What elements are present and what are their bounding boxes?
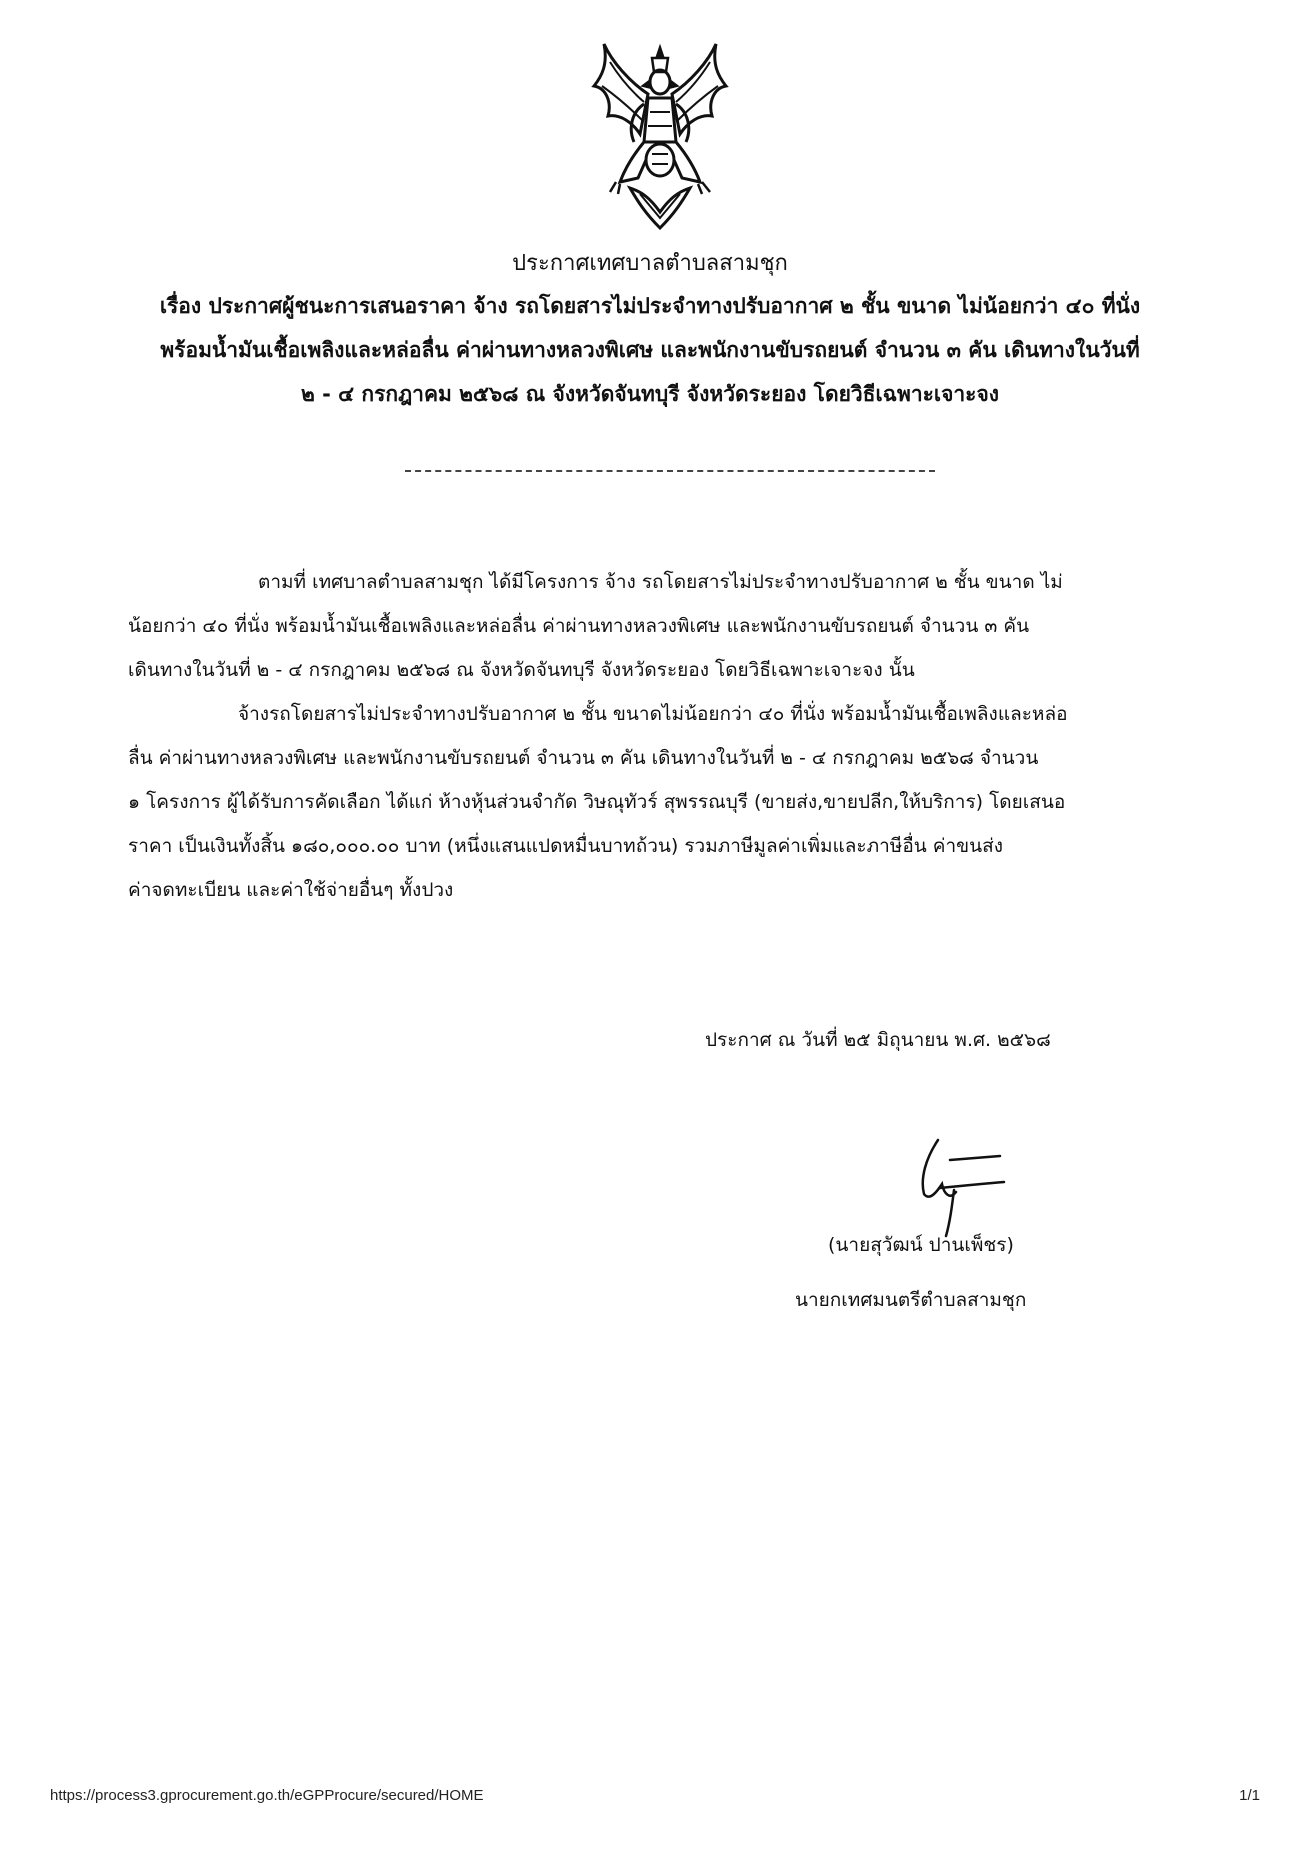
- separator-dashed-line: [405, 470, 935, 472]
- paragraph-line: ๑ โครงการ ผู้ได้รับการคัดเลือก ได้แก่ ห้างหุ้นส่วนจำกัด วิษณุทัวร์ สุพรรณบุรี (ขายส่ง,ขายปลีก,ให้บริการ) โดยเสนอ: [128, 791, 1066, 813]
- paragraph-2: [128, 692, 1198, 912]
- title-block: [120, 244, 1180, 416]
- paragraph-line: ตามที่ เทศบาลตำบลสามชุก ได้มีโครงการ จ้าง รถโดยสารไม่ประจำทางปรับอากาศ ๒ ชั้น ขนาด ไม่: [258, 571, 1063, 593]
- announcement-title: ประกาศเทศบาลตำบลสามชุก: [512, 251, 788, 276]
- footer-page-number: 1/1: [1239, 1787, 1260, 1804]
- paragraph-line: ลื่น ค่าผ่านทางหลวงพิเศษ และพนักงานขับรถยนต์ จำนวน ๓ คัน เดินทางในวันที่ ๒ - ๔ กรกฎาคม ๒๕๖๘ จำนวน: [128, 747, 1039, 769]
- footer-url: https://process3.gprocurement.go.th/eGPProcure/secured/HOME: [50, 1787, 484, 1804]
- paragraph-line: ราคา เป็นเงินทั้งสิ้น ๑๘๐,๐๐๐.๐๐ บาท (หนึ่งแสนแปดหมื่นบาทถ้วน) รวมภาษีมูลค่าเพิ่มและภาษีอื่น ค่าขนส่ง: [128, 835, 1004, 857]
- paragraph-line: จ้างรถโดยสารไม่ประจำทางปรับอากาศ ๒ ชั้น ขนาดไม่น้อยกว่า ๔๐ ที่นั่ง พร้อมน้ำมันเชื้อเพลิงและหล่อ: [238, 703, 1068, 725]
- garuda-emblem-icon: [590, 42, 730, 232]
- paragraph-line: เดินทางในวันที่ ๒ - ๔ กรกฎาคม ๒๕๖๘ ณ จังหวัดจันทบุรี จังหวัดระยอง โดยวิธีเฉพาะเจาะจง นั้น: [128, 659, 915, 681]
- subject-line: ๒ - ๔ กรกฎาคม ๒๕๖๘ ณ จังหวัดจันทบุรี จังหวัดระยอง โดยวิธีเฉพาะเจาะจง: [300, 382, 1000, 406]
- announcement-date: ประกาศ ณ วันที่ ๒๕ มิถุนายน พ.ศ. ๒๕๖๘: [705, 1029, 1051, 1051]
- signer-position: นายกเทศมนตรีตำบลสามชุก: [795, 1289, 1027, 1311]
- paragraph-1: [128, 560, 1198, 692]
- paragraph-line: ค่าจดทะเบียน และค่าใช้จ่ายอื่นๆ ทั้งปวง: [128, 879, 454, 901]
- paragraph-line: น้อยกว่า ๔๐ ที่นั่ง พร้อมน้ำมันเชื้อเพลิงและหล่อลื่น ค่าผ่านทางหลวงพิเศษ และพนักงานขับรถยนต์ จำนวน ๓ คัน: [128, 615, 1030, 637]
- subject-line: พร้อมน้ำมันเชื้อเพลิงและหล่อลื่น ค่าผ่านทางหลวงพิเศษ และพนักงานขับรถยนต์ จำนวน ๓ คัน เดินทางในวันที่: [160, 338, 1140, 362]
- signer-name: (นายสุวัฒน์ ปานเพ็ชร): [828, 1234, 1014, 1256]
- handwritten-signature-icon: [880, 1130, 1010, 1240]
- subject-line: เรื่อง ประกาศผู้ชนะการเสนอราคา จ้าง รถโดยสารไม่ประจำทางปรับอากาศ ๒ ชั้น ขนาด ไม่น้อยกว่า ๔๐ ที่นั่ง: [159, 294, 1141, 318]
